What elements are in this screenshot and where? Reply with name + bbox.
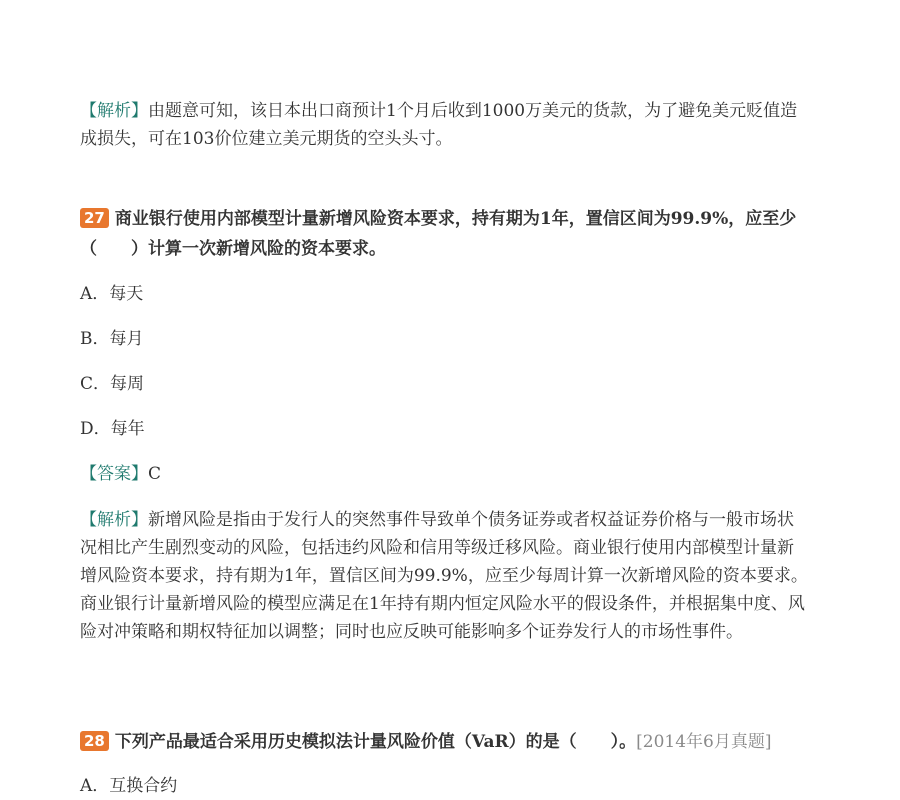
question-number-badge: 28: [80, 731, 109, 751]
analysis-text: 由题意可知，该日本出口商预计1个月后收到1000万美元的货款，为了避免美元贬值造成损失，可在103价位建立美元期货的空头头寸。: [80, 101, 798, 149]
answer-line: [80, 460, 161, 488]
option-c: C．每周: [80, 374, 145, 394]
answer-tag: 【答案】: [80, 464, 148, 484]
analysis-tag: 【解析】: [80, 510, 148, 530]
answer-value: C: [148, 464, 162, 484]
question-number-badge: 27: [80, 208, 109, 228]
analysis-paragraph-q26: [80, 97, 808, 153]
question-source: [2014年6月真题]: [636, 732, 772, 752]
option-d: D．每年: [80, 419, 145, 439]
analysis-text: 新增风险是指由于发行人的突然事件导致单个债务证券或者权益证券价格与一般市场状况相比产生剧烈变动的风险，包括违约风险和信用等级迁移风险。商业银行使用内部模型计量新增风险资本要求，持有期为1年，置信区间为99.9%，应至少每周计算一次新增风险的资本要求。商业银行计量新增风险的模型应满足在1年持有期内恒定风险水平的假设条件，并根据集中度、风险对冲策略和期权特征加以调整；同时也应反映可能影响多个证券发行人的市场性事件。: [80, 510, 808, 642]
question-28-title: [80, 727, 808, 757]
option-a: A．互换合约: [80, 776, 178, 796]
question-27-title: [80, 204, 808, 264]
option-b: B．每月: [80, 329, 144, 349]
option-a: A．每天: [80, 284, 144, 304]
analysis-tag: 【解析】: [80, 101, 148, 121]
question-text: 下列产品最适合采用历史模拟法计量风险价值（VaR）的是（ ）。: [114, 732, 637, 752]
question-text: 商业银行使用内部模型计量新增风险资本要求，持有期为1年，置信区间为99.9%，应至少（ ）计算一次新增风险的资本要求。: [80, 209, 797, 259]
analysis-paragraph-q27: [80, 506, 808, 646]
